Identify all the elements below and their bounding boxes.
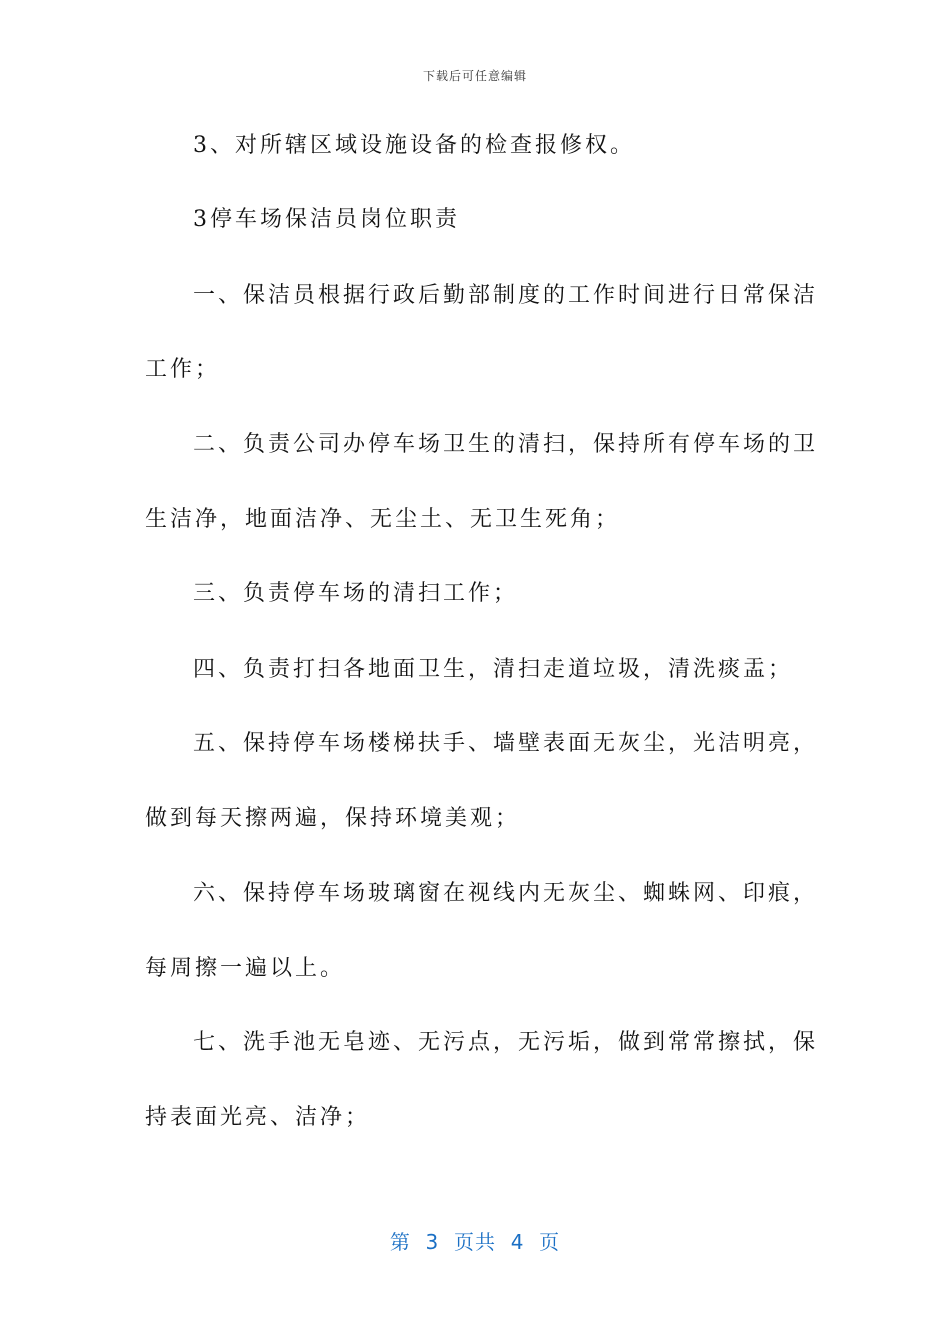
paragraph-line: 五、保持停车场楼梯扶手、墙壁表面无灰尘，光洁明亮， xyxy=(193,731,819,756)
paragraph-line: 持表面光亮、洁净； xyxy=(145,1105,371,1130)
page-number-footer: 第 3 页共 4 页 xyxy=(389,1230,561,1254)
paragraph-line: 工作； xyxy=(145,357,221,382)
paragraph-line: 一、保洁员根据行政后勤部制度的工作时间进行日常保洁 xyxy=(193,283,819,308)
section-heading: 3停车场保洁员岗位职责 xyxy=(193,207,460,232)
paragraph-line: 七、洗手池无皂迹、无污点，无污垢，做到常常擦拭，保 xyxy=(193,1030,819,1055)
paragraph-line: 生洁净，地面洁净、无尘土、无卫生死角； xyxy=(145,507,621,532)
paragraph-line: 每周擦一遍以上。 xyxy=(145,956,346,981)
paragraph-line: 四、负责打扫各地面卫生，清扫走道垃圾，清洗痰盂； xyxy=(193,657,794,682)
paragraph-line: 做到每天擦两遍，保持环境美观； xyxy=(145,806,521,831)
paragraph-line: 六、保持停车场玻璃窗在视线内无灰尘、蜘蛛网、印痕， xyxy=(193,881,819,906)
page-header: 下载后可任意编辑 xyxy=(422,69,527,83)
paragraph-line: 二、负责公司办停车场卫生的清扫，保持所有停车场的卫 xyxy=(193,432,819,457)
paragraph-line: 三、负责停车场的清扫工作； xyxy=(193,581,519,606)
paragraph-line: 3、对所辖区域设施设备的检查报修权。 xyxy=(193,133,635,158)
